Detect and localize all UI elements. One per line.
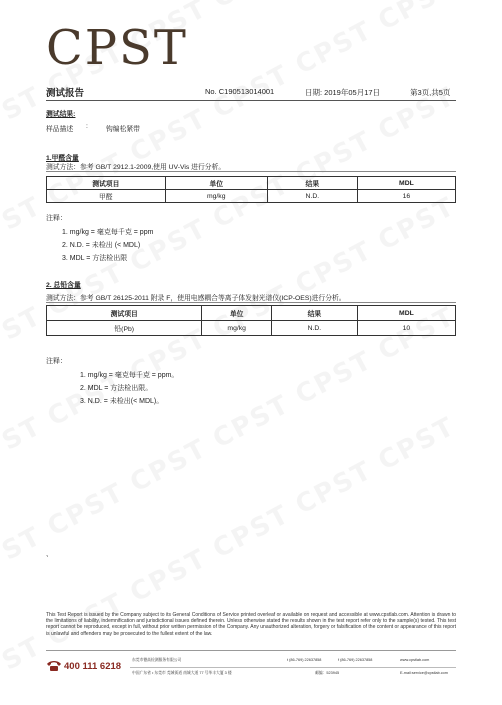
- section1-method: 测试方法：参考 GB/T 2912.1-2009,使用 UV-Vis 进行分析。: [46, 164, 226, 171]
- note-item: 1. mg/kg = 毫克每千克 = ppm。: [80, 372, 179, 379]
- section2-heading: 2. 总铅含量: [46, 282, 81, 289]
- section2-notes-label: 注释：: [46, 358, 67, 365]
- table-cell: N.D.: [271, 321, 357, 336]
- company-address: 中国广东省 • 东莞市 莞城街道 南城大道 77 号华丰大厦 3 楼: [132, 671, 232, 675]
- table-cell: 甲醛: [47, 190, 166, 203]
- table-row: [47, 321, 456, 336]
- report-title: 测试报告: [46, 88, 85, 99]
- section2-divider: [46, 302, 456, 303]
- table-header-cell: 测试项目: [47, 306, 202, 321]
- phone-icon: [46, 659, 62, 677]
- formaldehyde-table: [46, 176, 456, 203]
- note-item: 2. N.D. = 未检出 (< MDL): [62, 242, 141, 249]
- table-header-cell: 结果: [271, 306, 357, 321]
- footer-disclaimer: This Test Report is issued by the Company subject to its General Conditions of Service printed overleaf or available on request and accessible at www.cpstlab.com. Attention is drawn to the limitations of liability, indemnification and jurisdictional issues defined therein. Unless otherwise stated the results shown in the test report refer only to the sample(s) tested. This test report cannot be reproduced, except in full, without prior written permission of the Company. Any unauthorized alteration, forgery or falsification of the content or appearance of this report is unlawful and offenders may be prosecuted to the fullest extent of the law.: [46, 612, 456, 637]
- table-header-cell: 单位: [202, 306, 272, 321]
- telephone: t (86-769) 22637858: [287, 658, 322, 662]
- table-header-cell: MDL: [357, 177, 455, 190]
- table-header-cell: 测试项目: [47, 177, 166, 190]
- table-cell: mg/kg: [202, 321, 272, 336]
- table-header-row: [47, 177, 456, 190]
- table-row: [47, 190, 456, 203]
- header-divider: [46, 100, 456, 101]
- table-header-row: [47, 306, 456, 321]
- hotline-number: 400 111 6218: [64, 661, 122, 672]
- footer-info-divider: [130, 667, 456, 668]
- table-cell: N.D.: [267, 190, 357, 203]
- table-header-cell: MDL: [357, 306, 455, 321]
- lead-table: [46, 305, 456, 336]
- note-item: 3. MDL = 方法检出限: [62, 255, 128, 262]
- email: E-mail:service@cpstlab.com: [400, 671, 448, 675]
- note-item: 3. N.D. = 未检出(< MDL)。: [80, 398, 164, 405]
- report-date: 日期: 2019年05月17日: [305, 88, 381, 97]
- table-header-cell: 单位: [165, 177, 267, 190]
- footer-divider: [46, 650, 456, 651]
- note-item: 1. mg/kg = 毫克每千克 = ppm: [62, 229, 154, 236]
- website: www.cpstlab.com: [400, 658, 430, 662]
- table-cell: 10: [357, 321, 455, 336]
- company-logo: CPST: [46, 20, 188, 76]
- sample-label: 样品描述: [46, 126, 74, 133]
- results-heading: 测试结果:: [46, 111, 76, 118]
- table-cell: 铅(Pb): [47, 321, 202, 336]
- section2-method: 测试方法：参考 GB/T 26125-2011 附录 F，使用电感耦合等离子体发射光谱仪(ICP-OES)进行分析。: [46, 295, 346, 302]
- fax: f (86-769) 22637858: [338, 658, 373, 662]
- table-cell: mg/kg: [165, 190, 267, 203]
- section1-divider: [46, 171, 456, 172]
- report-number: No. C190513014001: [205, 87, 275, 96]
- postcode: 邮编：523945: [315, 671, 340, 675]
- section1-heading: 1.甲醛含量: [46, 155, 79, 162]
- table-cell: 16: [357, 190, 455, 203]
- sample-value: 钩编松紧带: [106, 126, 140, 133]
- section1-notes-label: 注释：: [46, 215, 67, 222]
- note-item: 2. MDL = 方法检出限。: [80, 385, 153, 392]
- company-name: 东莞市德高检测服务有限公司: [132, 658, 182, 662]
- sample-colon: :: [86, 123, 88, 130]
- page-indicator: 第3页,共5页: [410, 88, 451, 97]
- table-header-cell: 结果: [267, 177, 357, 190]
- watermark-row: [0, 379, 502, 697]
- stray-mark: 、: [46, 551, 53, 558]
